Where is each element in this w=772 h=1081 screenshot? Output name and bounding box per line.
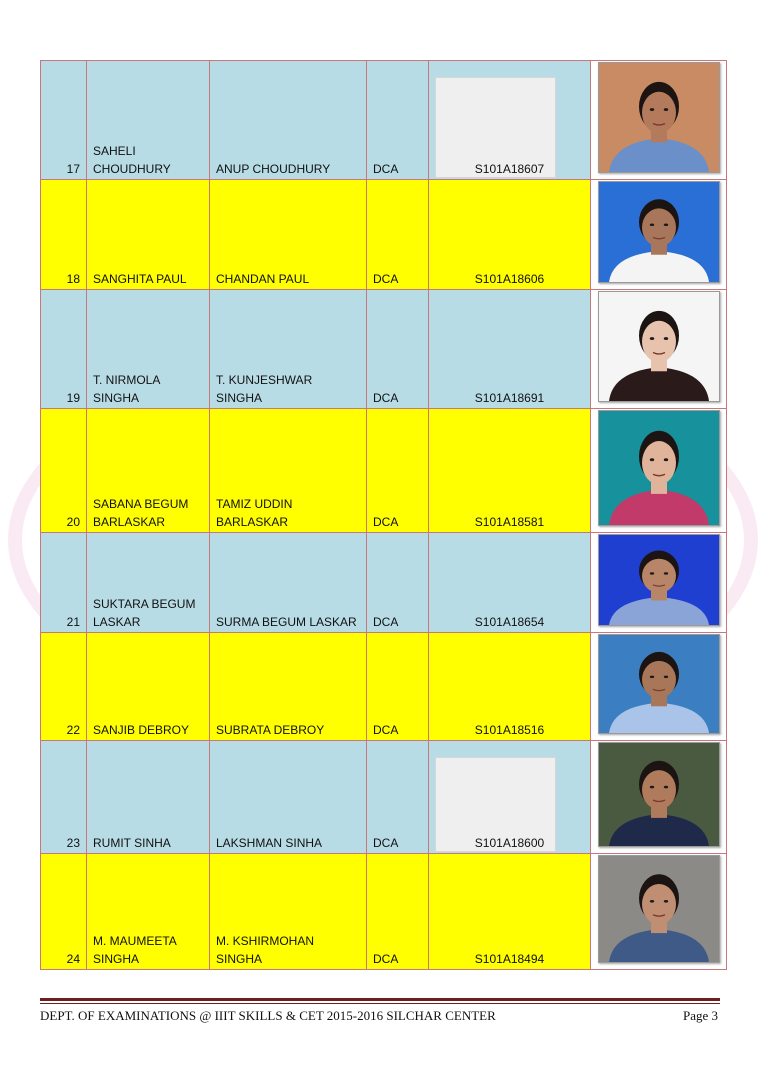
guardian-name-cell: SUBRATA DEBROY (210, 633, 367, 741)
roll-number-text: S101A18606 (474, 272, 545, 286)
course-cell: DCA (367, 61, 429, 180)
guardian-name-cell: CHANDAN PAUL (210, 180, 367, 290)
serial-number-cell: 18 (41, 180, 87, 290)
student-photo (598, 534, 720, 626)
photo-cell (591, 61, 727, 180)
serial-number-cell: 19 (41, 290, 87, 409)
footer-rule (40, 998, 720, 1001)
roll-number-cell (429, 409, 591, 533)
student-name-cell: SAHELI CHOUDHURY (87, 61, 210, 180)
student-photo (598, 410, 720, 526)
roll-number-cell (429, 61, 591, 180)
page-number: Page 3 (682, 1008, 718, 1023)
roll-number-cell (429, 741, 591, 854)
photo-cell (591, 741, 727, 854)
footer-rule-thin (40, 1003, 720, 1004)
table-row (41, 290, 727, 409)
roll-number-cell (429, 180, 591, 290)
table-row (41, 533, 727, 633)
roll-number-text: S101A18691 (474, 391, 545, 405)
table-row (41, 633, 727, 741)
guardian-name-cell: TAMIZ UDDIN BARLASKAR (210, 409, 367, 533)
course-cell: DCA (367, 741, 429, 854)
serial-number-cell: 24 (41, 854, 87, 970)
table-row (41, 180, 727, 290)
roll-number-cell (429, 854, 591, 970)
serial-number-cell: 20 (41, 409, 87, 533)
roll-number-text: S101A18581 (474, 515, 545, 529)
roll-number-text: S101A18494 (474, 952, 545, 966)
serial-number-cell: 21 (41, 533, 87, 633)
roll-number-text: S101A18654 (474, 615, 545, 629)
serial-number-cell: 17 (41, 61, 87, 180)
table-row (41, 741, 727, 854)
photo-cell (591, 633, 727, 741)
guardian-name-cell: ANUP CHOUDHURY (210, 61, 367, 180)
footer-department-text: DEPT. OF EXAMINATIONS @ IIIT SKILLS & CET 2015-2016 SILCHAR CENTER (40, 1008, 496, 1023)
student-name-cell: SANJIB DEBROY (87, 633, 210, 741)
roll-number-text: S101A18516 (474, 723, 545, 737)
roll-number-text: S101A18607 (474, 162, 545, 176)
student-photo (598, 62, 720, 173)
course-cell: DCA (367, 409, 429, 533)
student-name-cell: SABANA BEGUM BARLASKAR (87, 409, 210, 533)
course-cell: DCA (367, 854, 429, 970)
course-cell: DCA (367, 633, 429, 741)
student-photo (598, 291, 720, 402)
student-table (40, 60, 727, 970)
serial-number-cell: 22 (41, 633, 87, 741)
roll-number-text: S101A18600 (474, 836, 545, 850)
serial-number-cell: 23 (41, 741, 87, 854)
guardian-name-cell: M. KSHIRMOHAN SINGHA (210, 854, 367, 970)
student-photo (598, 181, 720, 283)
table-row (41, 854, 727, 970)
student-photo (598, 855, 720, 963)
course-cell: DCA (367, 180, 429, 290)
photo-cell (591, 290, 727, 409)
student-photo (598, 634, 720, 734)
student-name-cell: T. NIRMOLA SINGHA (87, 290, 210, 409)
table-row (41, 409, 727, 533)
guardian-name-cell: T. KUNJESHWAR SINGHA (210, 290, 367, 409)
roll-number-cell (429, 290, 591, 409)
photo-cell (591, 854, 727, 970)
guardian-name-cell: LAKSHMAN SINHA (210, 741, 367, 854)
photo-cell (591, 409, 727, 533)
student-name-cell: M. MAUMEETA SINGHA (87, 854, 210, 970)
student-name-cell: SANGHITA PAUL (87, 180, 210, 290)
photo-cell (591, 533, 727, 633)
student-name-cell: RUMIT SINHA (87, 741, 210, 854)
student-photo (598, 742, 720, 847)
photo-cell (591, 180, 727, 290)
course-cell: DCA (367, 533, 429, 633)
course-cell: DCA (367, 290, 429, 409)
student-name-cell: SUKTARA BEGUM LASKAR (87, 533, 210, 633)
roll-number-cell (429, 633, 591, 741)
guardian-name-cell: SURMA BEGUM LASKAR (210, 533, 367, 633)
roll-number-cell (429, 533, 591, 633)
table-row (41, 61, 727, 180)
